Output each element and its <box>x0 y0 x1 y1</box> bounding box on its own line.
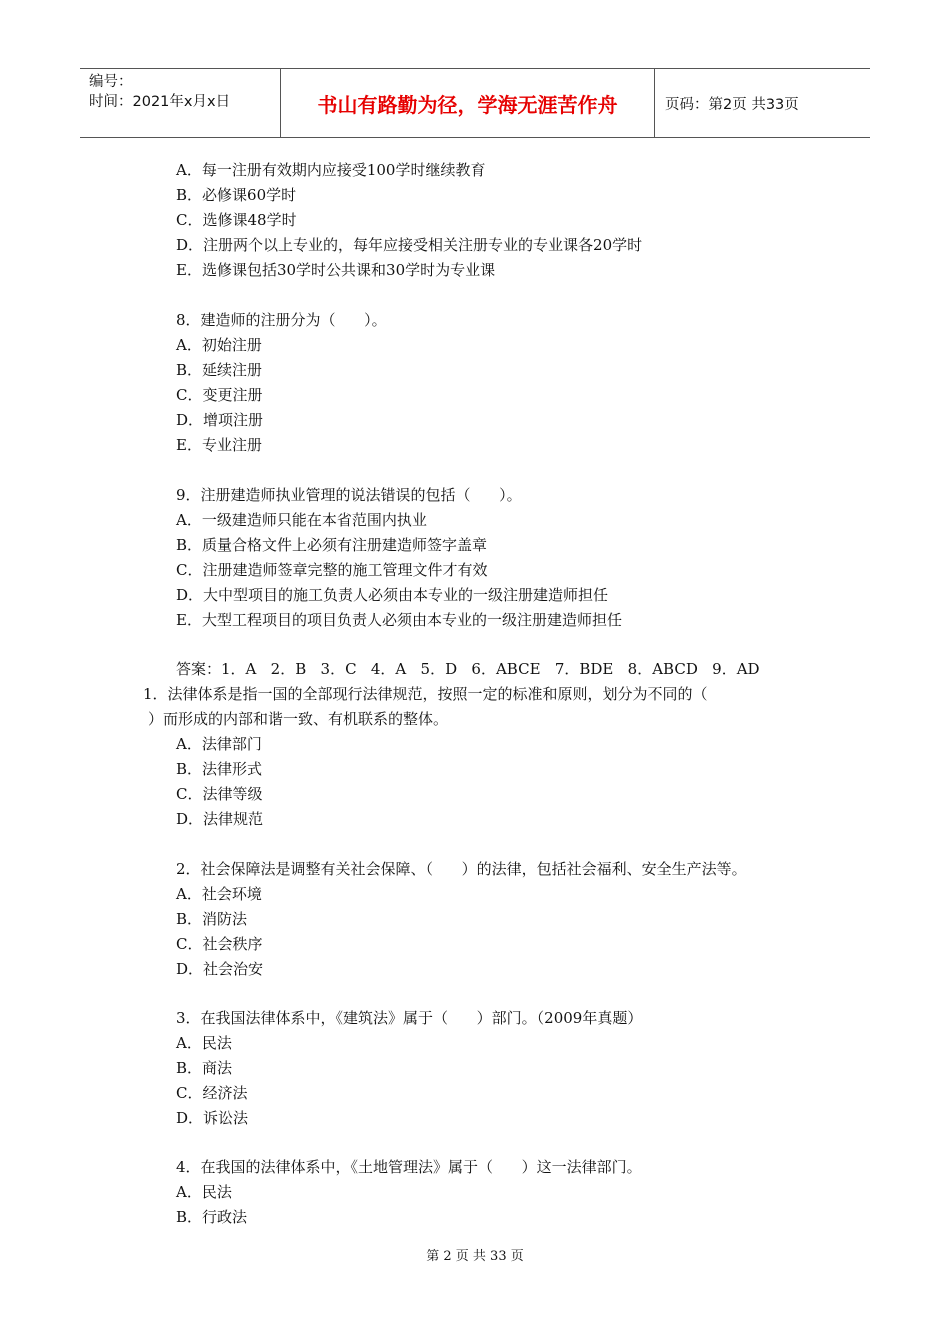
page-footer: 第 2 页 共 33 页 <box>426 1249 524 1264</box>
answer-option: A．民法 <box>176 1034 232 1052</box>
answer-option: E．专业注册 <box>176 436 262 454</box>
answer-option: A．每一注册有效期内应接受100学时继续教育 <box>176 161 486 179</box>
page-header <box>80 68 870 138</box>
answer-option: A．法律部门 <box>176 735 262 753</box>
answer-option: A．社会环境 <box>176 885 262 903</box>
answer-option: D．注册两个以上专业的，每年应接受相关注册专业的专业课各20学时 <box>176 236 643 254</box>
header-meta <box>80 69 281 137</box>
answer-option: D．法律规范 <box>176 810 264 828</box>
text-line: 9．注册建造师执业管理的说法错误的包括（ ）。 <box>176 486 522 504</box>
header-page-info: 页码：第2页 共33页 <box>665 96 799 113</box>
answer-option: E．选修课包括30学时公共课和30学时为专业课 <box>176 261 496 279</box>
text-line: 4．在我国的法律体系中，《土地管理法》属于（ ）这一法律部门。 <box>176 1158 642 1176</box>
serial-number-label: 编号： <box>89 74 133 90</box>
text-line: 1．法律体系是指一国的全部现行法律规范，按照一定的标准和原则，划分为不同的（ <box>143 685 708 703</box>
answer-option: C．选修课48学时 <box>176 211 297 229</box>
text-line: 3．在我国法律体系中，《建筑法》属于（ ）部门。（2009年真题） <box>176 1009 643 1027</box>
answer-option: B．法律形式 <box>176 760 263 778</box>
answer-option: D．增项注册 <box>176 411 264 429</box>
text-line: 答案：1．A 2．B 3．C 4．A 5．D 6．ABCE 7．BDE 8．ABCD 9．AD <box>176 660 760 678</box>
text-line: ）而形成的内部和谐一致、有机联系的整体。 <box>148 710 449 728</box>
answer-option: C．社会秩序 <box>176 935 263 953</box>
date-label: 时间：2021年x月x日 <box>89 94 231 110</box>
answer-option: C．法律等级 <box>176 785 263 803</box>
text-line: 8．建造师的注册分为（ ）。 <box>176 311 387 329</box>
answer-option: B．必修课60学时 <box>176 186 297 204</box>
answer-option: A．一级建造师只能在本省范围内执业 <box>176 511 427 529</box>
answer-option: C．经济法 <box>176 1084 248 1102</box>
answer-option: B．商法 <box>176 1059 233 1077</box>
answer-option: A．初始注册 <box>176 336 262 354</box>
answer-option: D．诉讼法 <box>176 1109 249 1127</box>
answer-option: B．质量合格文件上必须有注册建造师签字盖章 <box>176 536 488 554</box>
answer-option: B．消防法 <box>176 910 248 928</box>
answer-option: B．行政法 <box>176 1208 248 1226</box>
answer-option: E．大型工程项目的项目负责人必须由本专业的一级注册建造师担任 <box>176 611 622 629</box>
answer-option: C．注册建造师签章完整的施工管理文件才有效 <box>176 561 488 579</box>
answer-option: D．社会治安 <box>176 960 264 978</box>
answer-option: A．民法 <box>176 1183 232 1201</box>
answer-option: C．变更注册 <box>176 386 263 404</box>
answer-option: D．大中型项目的施工负责人必须由本专业的一级注册建造师担任 <box>176 586 609 604</box>
answer-option: B．延续注册 <box>176 361 263 379</box>
text-line: 2．社会保障法是调整有关社会保障、（ ）的法律，包括社会福利、安全生产法等。 <box>176 860 747 878</box>
motto-title: 书山有路勤为径，学海无涯苦作舟 <box>281 69 655 137</box>
